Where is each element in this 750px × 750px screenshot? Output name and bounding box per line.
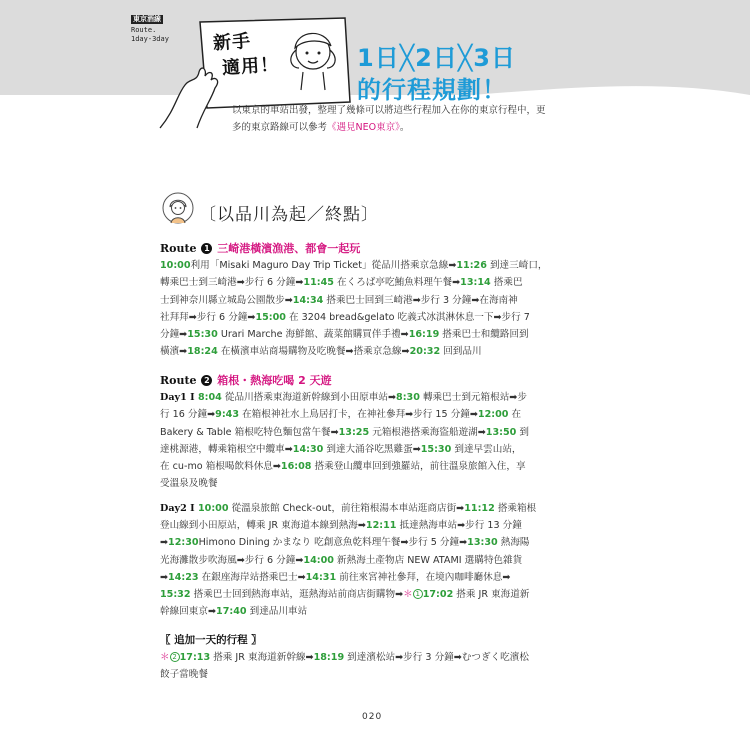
- asterisk-mark: ＊: [160, 652, 170, 664]
- time-stamp: 8:04: [197, 392, 222, 404]
- day1-body: [160, 389, 592, 492]
- time-stamp: 13:50: [485, 426, 517, 438]
- day-label: Day1: [160, 392, 187, 404]
- itinerary-text: Himono Dining かまなり 吃創意魚乾料理午餐➡步行 5 分鐘➡: [198, 537, 468, 549]
- circled-number: 2: [170, 652, 180, 662]
- itinerary-text: 餃子當晚餐: [160, 669, 208, 681]
- time-stamp: 14:00: [303, 554, 334, 566]
- time-stamp: 12:30: [168, 537, 199, 549]
- person-avatar-icon: [162, 192, 194, 224]
- itinerary-text: 士到神奈川縣立城島公園散步➡: [160, 294, 293, 306]
- itinerary-text: 搭乘巴士回到三崎港➡步行 3 分鐘➡在海南神: [323, 294, 518, 306]
- route1-number: 1: [201, 243, 212, 254]
- itinerary-text: 回到品川: [440, 346, 482, 358]
- time-stamp: 16:19: [408, 329, 440, 341]
- time-stamp: 15:00: [255, 311, 286, 323]
- time-stamp: 14:34: [292, 294, 324, 306]
- time-stamp: 14:31: [305, 571, 337, 583]
- itinerary-line: [160, 586, 592, 603]
- time-stamp: 11:45: [303, 277, 334, 289]
- time-stamp: 15:32: [160, 589, 191, 601]
- itinerary-text: 橫濱➡: [160, 346, 188, 358]
- itinerary-line: [160, 603, 592, 620]
- itinerary-text: 到: [516, 426, 529, 438]
- itinerary-line: [160, 534, 592, 551]
- itinerary-line: [160, 343, 592, 360]
- time-stamp: 13:25: [338, 426, 370, 438]
- time-stamp: 10:00: [160, 260, 191, 272]
- itinerary-line: [160, 441, 592, 458]
- itinerary-line: [160, 475, 592, 492]
- itinerary-text: 搭乘箱根: [494, 503, 537, 514]
- route1-word: Route: [160, 242, 197, 255]
- time-stamp: 8:30: [396, 392, 420, 404]
- itinerary-text: 在 cu-mo 箱根喝飲料休息➡: [160, 461, 281, 473]
- itinerary-line: [160, 569, 592, 586]
- time-stamp: 17:40: [216, 606, 247, 618]
- itinerary-text: 元箱根港搭乘海盜船遊湖➡: [369, 426, 486, 438]
- itinerary-text: 光海灘散步吹海風➡步行 6 分鐘➡: [160, 554, 304, 566]
- itinerary-text: 在: [508, 409, 522, 421]
- itinerary-line: [160, 292, 592, 309]
- itinerary-text: 搭乘巴士和纜路回到: [439, 329, 529, 341]
- asterisk-mark: ＊: [403, 589, 413, 601]
- itinerary-line: [160, 326, 592, 343]
- tag-sub2: 1day-3day: [131, 35, 169, 43]
- time-stamp: 14:30: [292, 443, 324, 455]
- itinerary-text: 搭乘登山纜車回到強羅站，前往溫泉旅館入住，享: [311, 461, 526, 473]
- time-stamp: 16:08: [280, 461, 312, 473]
- route2-block: [160, 372, 592, 492]
- day-label: Day2: [160, 503, 187, 514]
- itinerary-line: [160, 517, 592, 534]
- time-stamp: 18:19: [313, 652, 345, 664]
- day-separator: I: [186, 503, 198, 514]
- headline-line2: 的行程規劃！: [357, 76, 507, 104]
- itinerary-line: [160, 552, 592, 569]
- time-stamp: 17:13: [179, 652, 211, 664]
- time-stamp: 15:30: [420, 443, 452, 455]
- route2-word: Route: [160, 374, 197, 387]
- itinerary-text: 幹線回東京➡: [160, 606, 217, 618]
- route2-number: 2: [201, 375, 212, 386]
- time-stamp: 12:00: [477, 409, 509, 421]
- route1-block: [160, 240, 592, 360]
- time-stamp: 14:23: [168, 571, 199, 583]
- day2-body: [160, 500, 592, 620]
- itinerary-text: 熱海陽: [497, 537, 530, 549]
- page-number: 020: [362, 712, 383, 722]
- itinerary-text: 前往來宮神社參拜，在境內咖啡廳休息➡: [336, 571, 511, 583]
- time-stamp: 11:26: [456, 260, 487, 272]
- time-stamp: 12:11: [365, 520, 397, 532]
- sign-line1: 新手: [212, 30, 252, 55]
- itinerary-text: 在箱根神社水上鳥居打卡，在神社參拜➡步行 15 分鐘➡: [239, 409, 478, 421]
- itinerary-text: 達桃源港，轉乘箱根空中纜車➡: [160, 443, 293, 455]
- time-stamp: 20:32: [409, 346, 441, 358]
- time-stamp: 9:43: [215, 409, 240, 421]
- itinerary-line: [160, 458, 592, 475]
- itinerary-text: 在橫濱車站商場購物及吃晚餐➡搭乘京急線➡: [217, 346, 410, 358]
- itinerary-text: 到達早雲山站，: [451, 443, 522, 455]
- itinerary-text: 到達品川車站: [246, 606, 308, 618]
- intro-link: 《遇見NEO東京》: [327, 122, 400, 133]
- itinerary-text: 到達三崎口，: [486, 260, 548, 272]
- itinerary-text: Bakery & Table 箱根吃特色麵包當午餐➡: [160, 426, 339, 438]
- itinerary-line: [160, 309, 592, 326]
- intro-text: [232, 102, 552, 136]
- itinerary-line: [160, 649, 592, 666]
- itinerary-text: 在銀座海岸站搭乘巴士➡: [198, 571, 306, 583]
- time-stamp: 10:00: [197, 503, 229, 514]
- itinerary-text: 從品川搭乘東海道新幹線到小田原車站➡: [221, 392, 397, 404]
- tag-title: 東京酒線: [133, 15, 161, 23]
- itinerary-text: 在 3204 bread&gelato 吃義式冰淇淋休息一下➡步行 7: [285, 311, 530, 323]
- tag-sub1: Route.: [131, 26, 157, 34]
- itinerary-text: 搭乘巴: [490, 277, 523, 289]
- itinerary-line: [160, 389, 592, 406]
- itinerary-text: 搭乘 JR 東海道新幹線➡: [210, 652, 314, 664]
- route1-body: [160, 257, 592, 360]
- route1-name: 三崎港橫濱漁港、都會一起玩: [217, 242, 361, 255]
- itinerary-text: 抵達熱海車站➡步行 13 分鐘: [396, 520, 522, 532]
- itinerary-text: Urari Marche 海鮮館、蔬菜館購買伴手禮➡: [217, 329, 409, 341]
- itinerary-text: ➡: [160, 571, 169, 583]
- route1-title: [160, 240, 592, 257]
- route2-title: [160, 372, 592, 389]
- itinerary-line: [160, 500, 592, 517]
- time-stamp: 15:30: [187, 329, 218, 341]
- itinerary-text: 分鐘➡: [160, 329, 188, 341]
- itinerary-text: 登山線到小田原站，轉乘 JR 東海道本線到熱海➡: [160, 520, 366, 532]
- time-stamp: 13:30: [467, 537, 498, 549]
- itinerary-text: 受溫泉及晚餐: [160, 478, 218, 490]
- sign-line2: 適用！: [221, 54, 280, 79]
- intro-part2: 。: [399, 122, 410, 133]
- itinerary-line: [160, 424, 592, 441]
- section-title: 〔以品川為起／終點〕: [199, 205, 379, 225]
- itinerary-text: 在くろば亭吃鮪魚料理午餐➡: [333, 277, 461, 289]
- time-stamp: 17:02: [422, 589, 454, 601]
- itinerary-line: [160, 274, 592, 291]
- day-separator: I: [186, 392, 198, 404]
- itinerary-text: 新熱海土產物店 NEW ATAMI 選購特色雜貨: [333, 554, 523, 566]
- time-stamp: 11:12: [464, 503, 495, 514]
- route2-name: 箱根・熱海吃喝 2 天遊: [217, 374, 332, 387]
- itinerary-line: [160, 406, 592, 423]
- extra-block: [160, 632, 592, 684]
- time-stamp: 18:24: [187, 346, 218, 358]
- intro-part1: 以東京的車站出發，整理了幾條可以將這些行程加入在你的東京行程中，更多的東京路線可以參考: [232, 105, 546, 133]
- itinerary-text: 轉乘巴士到元箱根站➡步: [419, 392, 527, 404]
- day2-block: [160, 500, 592, 620]
- itinerary-text: 搭乘巴士回到熱海車站，逛熱海站前商店街購物➡: [190, 589, 404, 601]
- itinerary-line: [160, 257, 592, 274]
- circled-number: 1: [413, 589, 423, 599]
- time-stamp: 13:14: [460, 277, 491, 289]
- extra-body: [160, 649, 592, 683]
- itinerary-text: 到達大涌谷吃黑雞蛋➡: [323, 443, 421, 455]
- itinerary-text: 利用「Misaki Maguro Day Trip Ticket」從品川搭乘京急線➡: [190, 260, 457, 272]
- headline-line1: 1日╳2日╳3日: [357, 44, 516, 72]
- itinerary-text: 搭乘 JR 東海道新: [453, 589, 530, 601]
- extra-title: 〖 追加一天的行程 〗: [160, 634, 262, 646]
- itinerary-text: ➡: [160, 537, 169, 549]
- itinerary-text: 轉乘巴士到三崎港➡步行 6 分鐘➡: [160, 277, 304, 289]
- itinerary-text: 到達濱松站➡步行 3 分鐘➡むつぎく吃濱松: [344, 652, 529, 664]
- itinerary-text: 社拜拜➡步行 6 分鐘➡: [160, 311, 256, 323]
- itinerary-line: [160, 666, 592, 683]
- itinerary-text: 行 16 分鐘➡: [160, 409, 216, 421]
- itinerary-text: 從溫泉旅館 Check-out，前往箱根湯本車站逛商店街➡: [228, 503, 465, 514]
